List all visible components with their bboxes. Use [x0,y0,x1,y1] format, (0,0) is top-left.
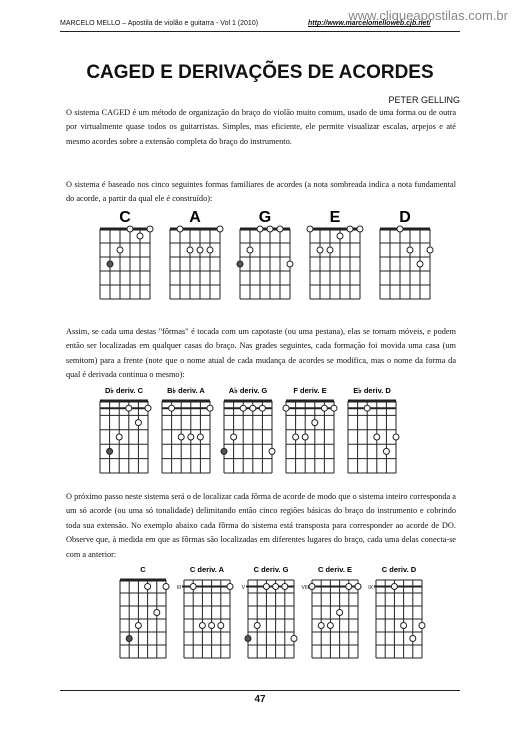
chord-diagram [348,401,399,473]
chord-diagram [170,226,223,299]
chord-diagram [283,401,337,473]
open-string-dot [357,226,363,232]
finger-dot [317,247,323,253]
barre-dot [169,405,175,411]
finger-dot [247,247,253,253]
finger-dot [218,623,224,629]
barre-dot [259,405,265,411]
page-title: CAGED E DERIVAÇÕES DE ACORDES [86,62,434,83]
finger-dot [401,623,407,629]
chord-derivation-label: D♭ deriv. C [105,386,143,395]
finger-dot [254,623,260,629]
finger-dot [269,448,275,454]
paragraph-forms: O sistema é baseado nos cinco seguintes formas familiares de acordes (a nota sombreada indica a nota fundamental do acorde, a partir da qual ele é construído): [66,180,456,204]
header-rule [60,31,460,32]
chord-diagram [245,580,297,658]
finger-dot [417,261,423,267]
finger-dot [318,623,324,629]
author: PETER GELLING [388,95,460,105]
barre-dot [321,405,327,411]
open-string-dot [307,226,313,232]
barre-dot [190,584,196,590]
open-string-dot [217,226,223,232]
finger-dot [337,610,343,616]
chord-position-label: C deriv. D [381,565,417,574]
finger-dot [137,233,143,239]
chord-row-c-positions [60,562,460,672]
chord-diagram [120,580,169,658]
finger-dot [154,610,160,616]
chord-name-label: D [399,209,411,226]
finger-dot [419,623,425,629]
paragraph-intro: O sistema CAGED é um método de organização do braço do violão muito comum, usado de uma forma ou de outra por virtualmente quase todos os guitarristas. Simples, mas eficiente, ele permite visualizar escalas, arpejos e até mesmo acordes sobre a extensão completa do braço do instrumento. [66,108,456,146]
barre-dot [309,584,315,590]
barre-dot [283,405,289,411]
chord-diagram [307,226,363,299]
barre-dot [145,405,151,411]
barre-dot [163,584,169,590]
barre-dot [207,405,213,411]
chord-diagram [309,580,361,658]
fret-position-marker: IX [368,585,373,591]
barre-dot [282,584,288,590]
finger-dot [126,636,132,642]
finger-dot [237,261,243,267]
open-string-dot [397,226,403,232]
chord-derivation-label: E♭ deriv. D [353,386,391,395]
barre-dot [263,584,269,590]
finger-dot [427,247,433,253]
barre-dot [391,584,397,590]
barre-dot [126,405,132,411]
open-string-dot [147,226,153,232]
chord-name-label: E [329,209,341,226]
finger-dot [327,247,333,253]
open-string-dot [277,226,283,232]
finger-dot [135,623,141,629]
header-link[interactable]: http://www.marcelomelloweb.cjb.net/ [308,20,431,27]
fret-position-marker: VIII [301,585,309,591]
finger-dot [293,434,299,440]
finger-dot [393,434,399,440]
barre-dot [227,584,233,590]
finger-dot [383,448,389,454]
footer-rule [60,690,460,691]
finger-dot [374,434,380,440]
open-string-dot [127,226,133,232]
finger-dot [302,434,308,440]
finger-dot [199,623,205,629]
chord-name-label: G [258,209,272,226]
page-number: 47 [254,694,266,705]
finger-dot [197,247,203,253]
finger-dot [407,247,413,253]
chord-derivation-label: F deriv. E [293,386,327,395]
barre-dot [250,405,256,411]
barre-dot [364,405,370,411]
finger-dot [221,448,227,454]
finger-dot [107,448,113,454]
chord-diagram [100,226,153,299]
paragraph-connect: O próximo passo neste sistema será o de localizar cada fôrma de acorde de modo que o sistema inteiro corresponda a um só acorde (ou uma só tonalidade) delimitando então cinco regiões básicas do braço do instrumento e cobrindo toda sua extensão. No exemplo abaixo cada fôrma do sistema está transposta para corresponder ao acorde de DO. Observe que, à medida em que as fôrmas são localizadas em diferentes lugares do braço, cada uma delas conecta-se com a anterior: [66,492,456,559]
chord-position-label: C deriv. E [317,565,353,574]
finger-dot [410,636,416,642]
chord-diagram [380,226,433,299]
watermark: www.cliqueapostilas.com.br [348,8,508,23]
finger-dot [209,623,215,629]
barre-dot [331,405,337,411]
open-string-dot [267,226,273,232]
chord-diagram [237,226,293,299]
chord-position-label: C [140,565,146,574]
fret-position-marker: III [176,585,181,591]
open-string-dot [257,226,263,232]
chord-diagram [182,580,233,658]
chord-position-label: C deriv. G [253,565,289,574]
open-string-dot [177,226,183,232]
chord-name-label: C [119,209,131,226]
barre-dot [273,584,279,590]
finger-dot [188,434,194,440]
barre-dot [355,584,361,590]
chord-position-label: C deriv. A [189,565,225,574]
finger-dot [116,434,122,440]
barre-dot [346,584,352,590]
chord-row-caged [60,205,460,305]
chord-diagram [100,401,151,473]
open-string-dot [347,226,353,232]
chord-diagram [221,401,275,473]
finger-dot [107,261,113,267]
chord-diagram [162,401,213,473]
finger-dot [327,623,333,629]
fret-position-marker: V [241,585,245,591]
finger-dot [207,247,213,253]
chord-diagram [374,580,425,658]
chord-derivation-label: B♭ deriv. A [167,386,205,395]
finger-dot [178,434,184,440]
chord-row-derived [60,383,460,483]
header-left: MARCELO MELLO – Apostila de violão e guitarra - Vol 1 (2010) [60,20,259,27]
finger-dot [231,434,237,440]
barre-dot [240,405,246,411]
barre-dot [145,584,151,590]
finger-dot [291,636,297,642]
chord-derivation-label: A♭ deriv. G [228,386,268,395]
finger-dot [312,420,318,426]
finger-dot [197,434,203,440]
chord-name-label: A [189,209,201,226]
finger-dot [287,261,293,267]
finger-dot [337,233,343,239]
finger-dot [187,247,193,253]
finger-dot [135,420,141,426]
paragraph-movable: Assim, se cada uma destas "fôrmas" é tocada com um capotaste (ou uma pestana), elas se tornam móveis, e podem então ser localizadas em qualquer casas do braço. Nas grades seguintes, cada formação foi movida uma casa (um semitom) para a frente (note que o nome atual de cada mudança de acordes se modifica, mas o nome da forma da qual é derivada continua o mesmo): [66,327,456,380]
finger-dot [245,636,251,642]
finger-dot [117,247,123,253]
